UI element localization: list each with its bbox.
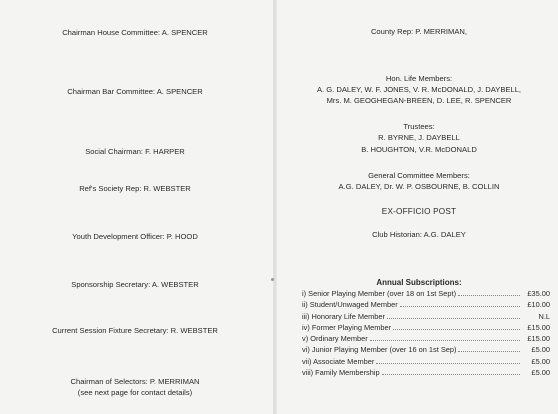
subscription-row: [302, 333, 550, 344]
subscription-amount: £5.00: [531, 356, 550, 366]
page-fold: [273, 0, 277, 414]
leader-dots: [458, 344, 520, 352]
chairman-house-committee: Chairman House Committee: A. SPENCER: [62, 28, 208, 37]
leader-dots: [393, 322, 520, 330]
fold-mark: [271, 278, 274, 281]
subscription-label: ii) Student/Unwaged Member: [302, 300, 398, 310]
subscription-label: iv) Former Playing Member: [302, 322, 392, 332]
subscription-amount: £10.00: [527, 300, 550, 310]
subscription-amount: £15.00: [527, 322, 550, 332]
fixture-secretary: Current Session Fixture Secretary: R. WEBSTER: [52, 326, 218, 335]
annual-subscriptions-title: Annual Subscriptions:: [376, 278, 462, 287]
subscription-label: iii) Honorary Life Member: [302, 311, 385, 321]
subscription-row: [302, 299, 550, 310]
county-rep: County Rep: P. MERRIMAN,: [370, 27, 468, 36]
subscription-row: [302, 344, 550, 355]
trustees-title: Trustees:: [403, 122, 435, 131]
subscription-amount: £5.00: [531, 345, 550, 355]
subscription-label: v) Ordinary Member: [302, 334, 368, 344]
subscription-amount: £15.00: [527, 334, 550, 344]
subscriptions-list: [302, 288, 550, 378]
leader-dots: [400, 299, 520, 307]
left-page: [0, 0, 270, 414]
refs-society-rep: Ref's Society Rep: R. WEBSTER: [79, 184, 191, 193]
leader-dots: [382, 367, 520, 375]
leader-dots: [370, 333, 520, 341]
leader-dots: [387, 311, 520, 319]
subscription-amount: £5.00: [531, 368, 550, 378]
ex-officio-post: EX-OFFICIO POST: [381, 207, 457, 216]
subscription-row: [302, 356, 550, 367]
general-committee-title: General Committee Members:: [368, 171, 470, 180]
social-chairman: Social Chairman: F. HARPER: [85, 147, 185, 156]
subscription-row: [302, 367, 550, 378]
hon-life-line-1: A. G. DALEY, W. F. JONES, V. R. McDONALD, J. DAYBELL,: [316, 85, 522, 94]
hon-life-title: Hon. Life Members:: [385, 74, 453, 83]
trustees-line-2: B. HOUGHTON, V.R. McDONALD: [361, 145, 477, 154]
youth-development-officer: Youth Development Officer: P. HOOD: [72, 232, 198, 241]
chairman-of-selectors: Chairman of Selectors: P. MERRIMAN: [70, 377, 200, 386]
leader-dots: [458, 288, 520, 296]
subscription-label: viii) Family Membership: [302, 368, 380, 378]
subscription-label: vii) Associate Member: [302, 356, 375, 366]
subscription-label: i) Senior Playing Member (over 18 on 1st Sept): [302, 289, 457, 298]
subscription-row: [302, 322, 550, 333]
general-committee-members: A.G. DALEY, Dr. W. P. OSBOURNE, B. COLLIN: [338, 182, 500, 191]
subscription-row: [302, 311, 550, 322]
right-page: [280, 0, 558, 414]
club-historian: Club Historian: A.G. DALEY: [372, 230, 466, 239]
subscription-amount: N.L: [538, 311, 550, 321]
subscription-label: vi) Junior Playing Member (over 16 on 1st Sep): [302, 345, 457, 355]
trustees-line-1: R. BYRNE, J. DAYBELL: [378, 133, 460, 142]
subscription-amount: £35.00: [527, 289, 550, 298]
sponsorship-secretary: Sponsorship Secretary: A. WEBSTER: [71, 280, 199, 289]
leader-dots: [376, 356, 520, 364]
contact-details-note: (see next page for contact details): [77, 388, 193, 397]
hon-life-line-2: Mrs. M. GEOGHEGAN-BREEN, D. LEE, R. SPENCER: [326, 96, 512, 105]
chairman-bar-committee: Chairman Bar Committee: A. SPENCER: [67, 87, 203, 96]
subscription-row: [302, 288, 550, 299]
